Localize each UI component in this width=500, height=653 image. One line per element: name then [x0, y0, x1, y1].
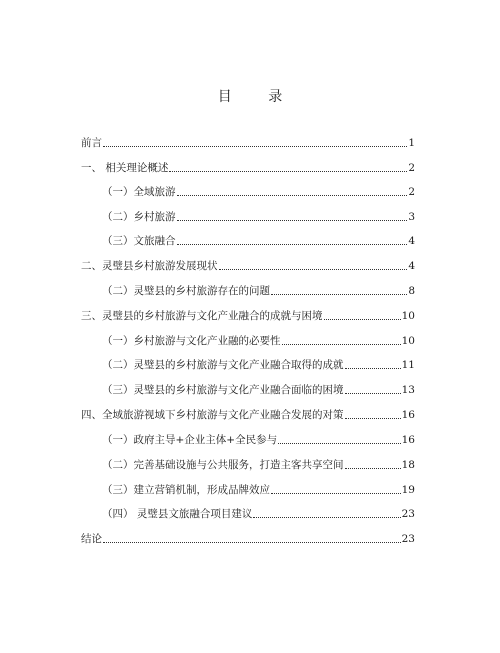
toc-leader-dots [345, 393, 401, 394]
toc-entry[interactable] [102, 235, 415, 247]
toc-entry-page: 10 [401, 335, 415, 347]
toc-entry-text: 一、 相关理论概述 [81, 162, 169, 174]
toc-leader-dots [278, 443, 401, 444]
toc-entry[interactable] [102, 186, 415, 198]
toc-entry-text: （三）文旅融合 [102, 235, 176, 247]
toc-entry[interactable] [81, 310, 415, 322]
toc-leader-dots [324, 319, 401, 320]
toc-entry[interactable] [102, 459, 415, 471]
toc-entry-page: 4 [408, 235, 415, 247]
toc-entry-text: 结论 [81, 533, 102, 545]
toc-leader-dots [345, 368, 401, 369]
toc-entry-text: 三、灵璧县的乡村旅游与文化产业融合的成就与困境 [81, 310, 323, 322]
toc-leader-dots [177, 220, 408, 221]
toc-entry-text: （二）乡村旅游 [102, 211, 176, 223]
toc-entry-text: （三）灵璧县的乡村旅游与文化产业融合面临的困境 [102, 384, 344, 396]
toc-entry-text: （一）政府主导+企业主体+全民参与 [102, 434, 278, 446]
toc-entry-page: 23 [401, 533, 415, 545]
toc-entry-page: 18 [401, 459, 415, 471]
toc-entry[interactable] [81, 533, 415, 545]
toc-leader-dots [177, 244, 408, 245]
toc-title: 目 录 [217, 89, 299, 105]
toc-leader-dots [177, 195, 408, 196]
toc-leader-dots [169, 171, 407, 172]
toc-entry-page: 23 [401, 508, 415, 520]
toc-leader-dots [219, 269, 408, 270]
toc-leader-dots [271, 294, 407, 295]
toc-entry-page: 2 [408, 162, 415, 174]
toc-entry[interactable] [102, 211, 415, 223]
toc-leader-dots [345, 468, 401, 469]
toc-entry-text: （三）建立营销机制，形成品牌效应 [102, 484, 270, 496]
toc-entry[interactable] [102, 434, 415, 446]
toc-entry-text: （四） 灵璧县文旅融合项目建议 [102, 508, 253, 520]
toc-entry-page: 11 [401, 359, 415, 371]
toc-entry-text: （一）全域旅游 [102, 186, 176, 198]
toc-entry-page: 10 [401, 310, 415, 322]
toc-entry-text: （二）灵璧县的乡村旅游存在的问题 [102, 285, 270, 297]
toc-leader-dots [253, 517, 400, 518]
toc-entry-text: 四、全域旅游视域下乡村旅游与文化产业融合发展的对策 [81, 409, 344, 421]
toc-leader-dots [103, 542, 401, 543]
toc-entry-page: 3 [408, 211, 415, 223]
toc-entry[interactable] [102, 335, 415, 347]
toc-leader-dots [282, 344, 401, 345]
toc-entry[interactable] [81, 162, 415, 174]
toc-leader-dots [271, 493, 401, 494]
toc-entry[interactable] [81, 409, 415, 421]
toc-entry-page: 16 [401, 409, 415, 421]
toc-entry-page: 4 [408, 260, 415, 272]
toc-entry-text: （二）完善基础设施与公共服务，打造主客共享空间 [102, 459, 344, 471]
toc-entry-page: 8 [408, 285, 415, 297]
toc-leader-dots [103, 146, 407, 147]
toc-entry-text: （一）乡村旅游与文化产业融的必要性 [102, 335, 281, 347]
toc-entry[interactable] [102, 484, 415, 496]
toc-entry-page: 16 [401, 434, 415, 446]
toc-entry[interactable] [81, 260, 415, 272]
toc-entry[interactable] [102, 359, 415, 371]
toc-entry-text: （二）灵璧县的乡村旅游与文化产业融合取得的成就 [102, 359, 344, 371]
toc-entry[interactable] [102, 384, 415, 396]
toc-entry[interactable] [81, 137, 415, 149]
toc-entry-page: 2 [408, 186, 415, 198]
toc-entry[interactable] [102, 508, 415, 520]
toc-entry-text: 二、灵璧县乡村旅游发展现状 [81, 260, 218, 272]
toc-entry-text: 前言 [81, 137, 102, 149]
toc-entry-page: 19 [401, 484, 415, 496]
toc-entry-page: 13 [401, 384, 415, 396]
toc-entry[interactable] [102, 285, 415, 297]
toc-entry-page: 1 [408, 137, 415, 149]
toc-leader-dots [345, 418, 401, 419]
